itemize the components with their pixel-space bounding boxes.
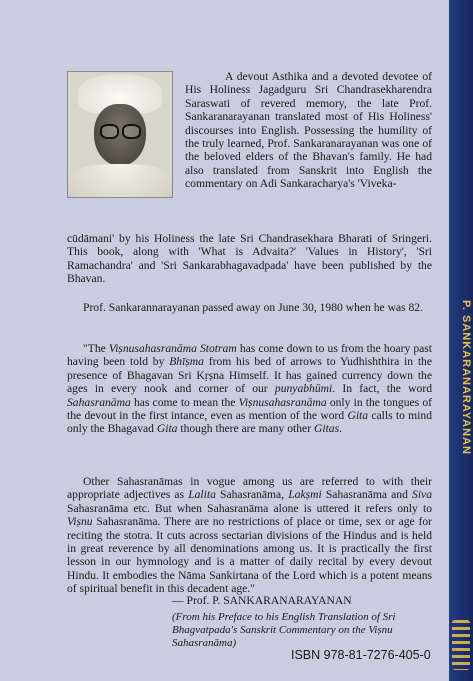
quote-paragraph-2: [67, 475, 432, 596]
quote-italic: Lalita: [188, 488, 216, 502]
quote-italic: Lakṣmi: [288, 488, 322, 502]
quote-text: . In fact, the word: [332, 382, 432, 396]
quote-text: Sahasranāma,: [215, 488, 289, 502]
quote-text: Sahasranāma etc. But when Sahasranāma alone is uttered it refers only to: [67, 501, 432, 515]
death-note: Prof. Sankarannarayanan passed away on June 30, 1980 when he was 82.: [83, 301, 423, 314]
author-photo: [67, 71, 173, 198]
quote-text: calls to mind only the Bhagavad: [67, 409, 433, 436]
quote-italic: punyabhūmi: [274, 382, 333, 396]
bio-paragraph-top: A devout Asthika and a devoted devotee of His Holiness Jagadguru Sri Chandrasekharendra Saraswati of revered memory, the late Prof. Sankaranarayanan translated most of His Holiness' discourses into English. Possessing the humility of the truly learned, Prof. Sankaranarayanan was one of the beloved elders of the Bhavan's family. He had also translated from Sanskrit into English the commentary on Adi Sankaracharya's 'Viveka-: [185, 70, 432, 191]
quote-signature: — Prof. P. SANKARANARAYANAN: [172, 594, 352, 607]
quote-text: has come to mean the: [130, 395, 239, 409]
quote-italic: Bhīṣma: [169, 355, 204, 369]
quote-italic: Siva: [412, 488, 432, 502]
glasses-right: [122, 124, 141, 139]
quote-italic: Gitas: [313, 422, 340, 436]
glasses-left: [100, 124, 119, 139]
quote-italic: Viṣnusahasranāma Stotram: [108, 342, 237, 355]
quote-text: "The: [83, 342, 109, 355]
quote-text: though there are many other: [177, 422, 314, 436]
quote-italic: Gita: [347, 409, 369, 423]
quote-italic: Viṣnusahasranāma: [238, 395, 327, 409]
quote-text: Sahasranāma and: [321, 488, 413, 502]
spine-author-name: P. SANKARANARAYANAN: [460, 300, 472, 455]
spine-ornament-icon: [452, 620, 470, 670]
quote-text: Other Sahasranāmas in vogue among us are referred to with their appropriate adjectives as: [67, 475, 432, 502]
quote-text: from his bed of arrows to Yudhishthira in the presence of Bhagavan Sri Kṛṣna Himself. It has gained currency down the ages in every nook and corner of our: [67, 355, 432, 396]
isbn-number: ISBN 978-81-7276-405-0: [291, 648, 431, 662]
shoulders-shape: [68, 164, 172, 198]
quote-paragraph-1: [67, 342, 432, 436]
quote-italic: Viṣnu: [67, 515, 93, 529]
quote-text: has come down to us from the hoary past having been told by: [67, 342, 433, 369]
quote-text: .: [339, 422, 342, 436]
quote-italic: Gita: [156, 422, 178, 436]
bio-paragraph-continued: cūdāmani' by his Holiness the late Sri Chandrasekhara Bharati of Sringeri. This book, along with 'What is Advaita?' 'Values in History', 'Sri Ramachandra' and 'Sri Sankarabhagavadpada' have been published by the Bhavan.: [67, 232, 432, 286]
quote-text: Sahasranāma. There are no restrictions of place or time, sex or age for reciting the stotra. It cuts across sectarian divisions of the Hindus and is held in great reverence by all denominations among us. It is practically the first lesson in our hymnology and is a matter of daily recital by every devout Hindu. It embodies the Nāma Sankirtana of the Lord which is a potent means of spiritual benefit in this decadent age.": [67, 515, 432, 596]
quote-text: only in the tongues of the devout in the first intance, even as mention of the word: [67, 395, 432, 423]
quote-italic: Sahasranāma: [67, 395, 131, 409]
quote-source: (From his Preface to his English Translation of Sri Bhagvatpada's Sanskrit Commentary on the Viṣnu Sahasranāma): [172, 611, 396, 649]
